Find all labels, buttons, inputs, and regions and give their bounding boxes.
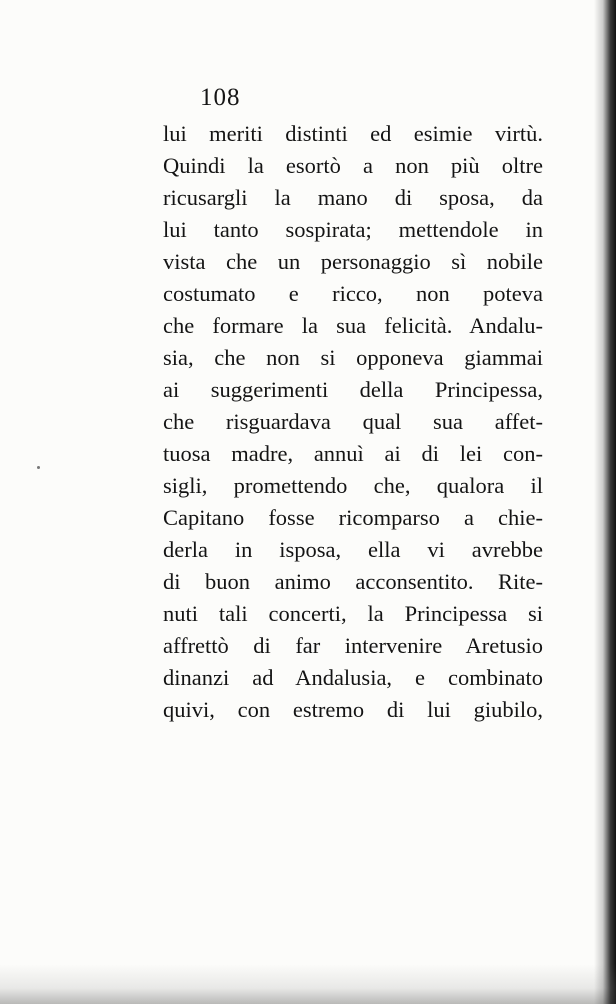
text-line: ai suggerimenti della Principessa, — [163, 377, 543, 402]
bottom-edge-shadow — [0, 964, 616, 1004]
page-number: 108 — [200, 84, 241, 111]
binding-shadow — [594, 0, 616, 1004]
text-line: derla in isposa, ella vi avrebbe — [163, 537, 543, 562]
text-line: costumato e ricco, non poteva — [163, 281, 543, 306]
text-line: Capitano fosse ricomparso a chie- — [163, 505, 543, 530]
text-line: di buon animo acconsentito. Rite- — [163, 569, 543, 594]
text-line: lui tanto sospirata; mettendole in — [163, 217, 543, 242]
text-line: Quindi la esortò a non più oltre — [163, 153, 543, 178]
text-line: lui meriti distinti ed esimie virtù. — [163, 121, 543, 146]
text-line: sia, che non si opponeva giammai — [163, 345, 543, 370]
text-line: che formare la sua felicità. Andalu- — [163, 313, 543, 338]
text-line: affrettò di far intervenire Aretusio — [163, 633, 543, 658]
text-line: quivi, con estremo di lui giubilo, — [163, 697, 543, 722]
text-line: nuti tali concerti, la Principessa si — [163, 601, 543, 626]
body-text — [163, 118, 543, 726]
text-line: ricusargli la mano di sposa, da — [163, 185, 543, 210]
text-line: tuosa madre, annuì ai di lei con- — [163, 441, 543, 466]
paper-speck — [37, 466, 40, 469]
text-line: dinanzi ad Andalusia, e combinato — [163, 665, 543, 690]
text-line: che risguardava qual sua affet- — [163, 409, 543, 434]
text-line: sigli, promettendo che, qualora il — [163, 473, 543, 498]
text-line: vista che un personaggio sì nobile — [163, 249, 543, 274]
